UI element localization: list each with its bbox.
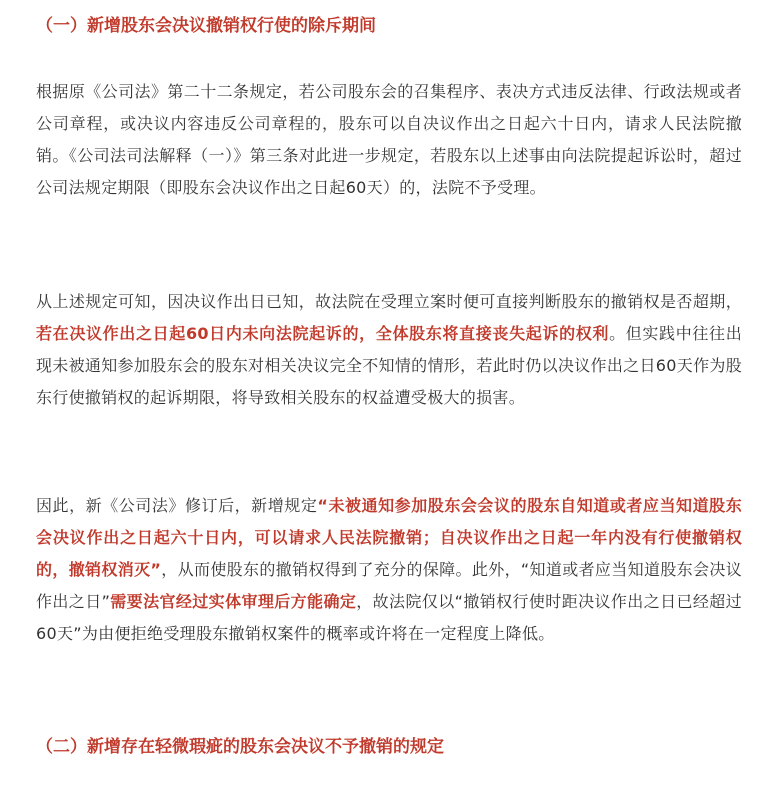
paragraph-3-text-a: 因此，新《公司法》修订后，新增规定 <box>36 496 318 515</box>
article-body <box>36 0 743 757</box>
section-heading-1: （一）新增股东会决议撤销权行使的除斥期间 <box>36 16 376 36</box>
paragraph-2-text-a: 从上述规定可知，因决议作出日已知，故法院在受理立案时便可直接判断股东的撤销权是否超期， <box>36 292 742 311</box>
section-heading-2: （二）新增存在轻微瑕疵的股东会决议不予撤销的规定 <box>36 737 444 757</box>
paragraph-2-text-b: 。但实践中往往出现未被通知参加股东会的股东对相关决议完全不知情的情形，若此时仍以决议作出之日60天作为股东行使撤销权的起诉期限，将导致相关股东的权益遭受极大的损害。 <box>36 324 742 407</box>
paragraph-3-text-c: ，故法院仅以“撤销权行使时距决议作出之日已经超过60天”为由便拒绝受理股东撤销权案件的概率或许将在一定程度上降低。 <box>36 592 742 643</box>
paragraph-3-text-b: ，从而使股东的撤销权得到了充分的保障。此外，“知道或者应当知道股东会决议作出之日” <box>36 560 743 611</box>
paragraph-3-highlight-review: 需要法官经过实体审理后方能确定 <box>110 592 357 611</box>
paragraph-3 <box>36 490 742 650</box>
paragraph-2 <box>36 286 742 414</box>
paragraph-2-highlight: 若在决议作出之日起60日内未向法院起诉的，全体股东将直接丧失起诉的权利 <box>36 324 610 343</box>
paragraph-3-highlight-quote: “未被通知参加股东会会议的股东自知道或者应当知道股东会决议作出之日起六十日内，可以请求人民法院撤销；自决议作出之日起一年内没有行使撤销权的，撤销权消灭” <box>36 496 742 579</box>
paragraph-1: 根据原《公司法》第二十二条规定，若公司股东会的召集程序、表决方式违反法律、行政法规或者公司章程，或决议内容违反公司章程的，股东可以自决议作出之日起六十日内，请求人民法院撤销。《公司法司法解释（一）》第三条对此进一步规定，若股东以上述事由向法院提起诉讼时，超过公司法规定期限（即股东会决议作出之日起60天）的，法院不予受理。 <box>36 82 742 197</box>
